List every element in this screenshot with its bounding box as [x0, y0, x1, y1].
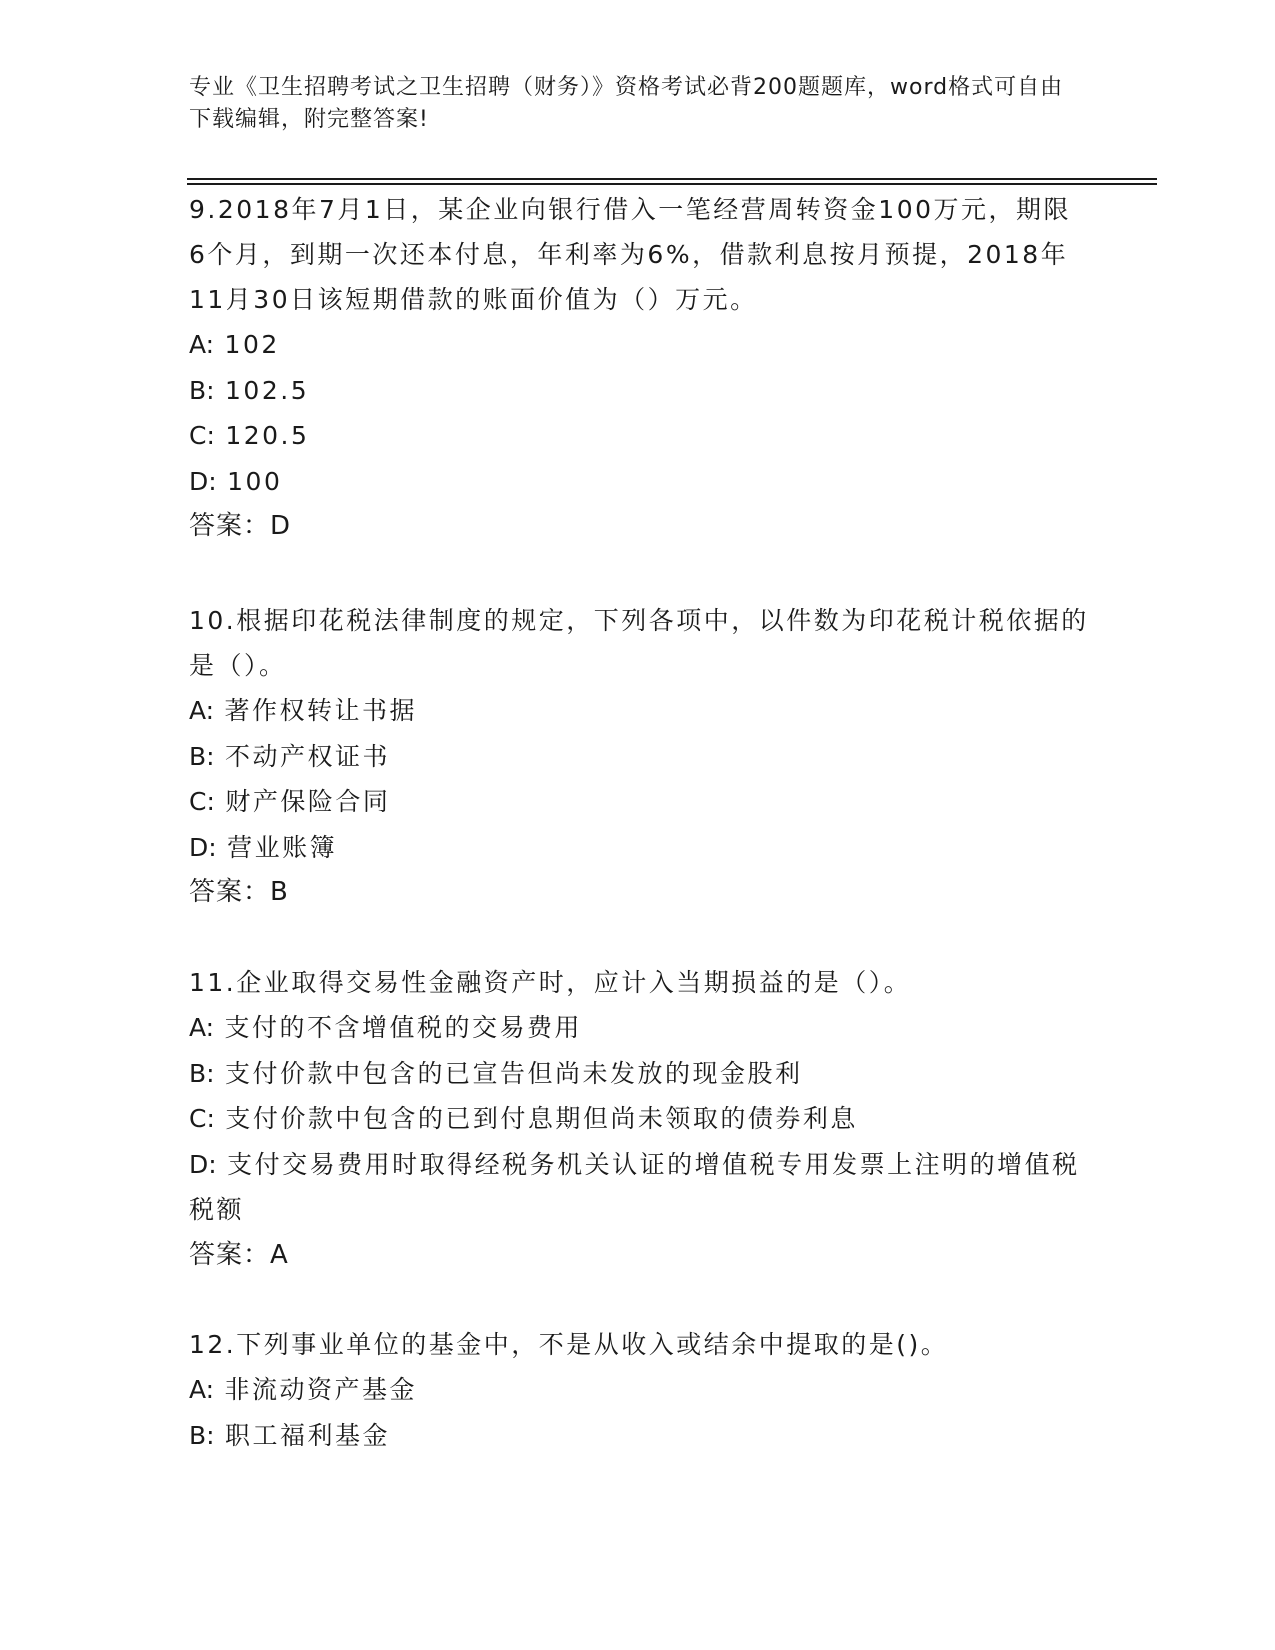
option-key: D: [189, 466, 217, 496]
option-key: C: [189, 1104, 215, 1133]
question-12 [189, 1322, 1089, 1458]
option-text: 支付的不含增值税的交易费用 [224, 1013, 583, 1042]
option-d [189, 459, 1089, 505]
option-text: 支付价款中包含的已宣告但尚未发放的现金股利 [225, 1058, 803, 1088]
option-key: A: [189, 1013, 215, 1042]
question-9 [189, 187, 1089, 549]
option-text: 102.5 [225, 375, 310, 405]
answer: 答案：B [189, 877, 289, 907]
option-a [189, 1367, 1089, 1413]
option-key: A: [189, 696, 215, 725]
option-key: B: [189, 741, 215, 771]
option-a [189, 322, 1089, 368]
option-c [189, 1096, 1089, 1142]
option-text: 不动产权证书 [225, 741, 391, 771]
question-10 [189, 598, 1089, 915]
option-key: C: [189, 421, 215, 450]
question-11 [189, 960, 1089, 1278]
option-text: 著作权转让书据 [224, 696, 418, 725]
document-header [189, 72, 1069, 136]
option-text: 100 [227, 466, 283, 496]
header-intro: 专业《卫生招聘考试之卫生招聘（财务）》资格考试必背200题题库，word格式可自由下载编辑，附完整答案! [189, 75, 1064, 132]
option-b [189, 1051, 1089, 1097]
option-text: 财产保险合同 [225, 787, 391, 816]
option-key: C: [189, 787, 215, 816]
option-b [189, 734, 1089, 780]
question-stem: 9.2018年7月1日，某企业向银行借入一笔经营周转资金100万元，期限6个月，到期一次还本付息，年利率为6%，借款利息按月预提，2018年11月30日该短期借款的账面价值为（）万元。 [189, 195, 1072, 314]
option-text: 非流动资产基金 [224, 1375, 418, 1404]
question-stem: 10.根据印花税法律制度的规定，下列各项中，以件数为印花税计税依据的是（）。 [189, 606, 1089, 680]
option-b [189, 1413, 1089, 1459]
header-divider-top [187, 178, 1157, 180]
option-key: D: [189, 1149, 217, 1179]
option-text: 102 [224, 330, 280, 359]
option-text: 营业账簿 [227, 832, 338, 862]
option-c [189, 413, 1089, 459]
header-divider-bottom [187, 183, 1157, 185]
option-text: 支付交易费用时取得经税务机关认证的增值税专用发票上注明的增值税税额 [189, 1149, 1080, 1224]
answer: 答案：A [189, 1239, 289, 1270]
question-stem: 12.下列事业单位的基金中，不是从收入或结余中提取的是()。 [189, 1330, 949, 1359]
option-b [189, 368, 1089, 414]
option-text: 支付价款中包含的已到付息期但尚未领取的债券利息 [225, 1104, 858, 1133]
option-c [189, 779, 1089, 825]
option-key: B: [189, 375, 215, 405]
answer: 答案：D [189, 511, 292, 541]
option-d [189, 1142, 1089, 1233]
option-a [189, 688, 1089, 734]
option-key: B: [189, 1420, 215, 1450]
option-d [189, 825, 1089, 871]
option-a [189, 1005, 1089, 1051]
option-text: 120.5 [225, 421, 310, 450]
option-key: A: [189, 330, 215, 359]
option-key: B: [189, 1058, 215, 1088]
option-key: D: [189, 832, 217, 862]
option-key: A: [189, 1375, 215, 1404]
option-text: 职工福利基金 [225, 1420, 391, 1450]
question-stem: 11.企业取得交易性金融资产时，应计入当期损益的是（）。 [189, 968, 912, 997]
